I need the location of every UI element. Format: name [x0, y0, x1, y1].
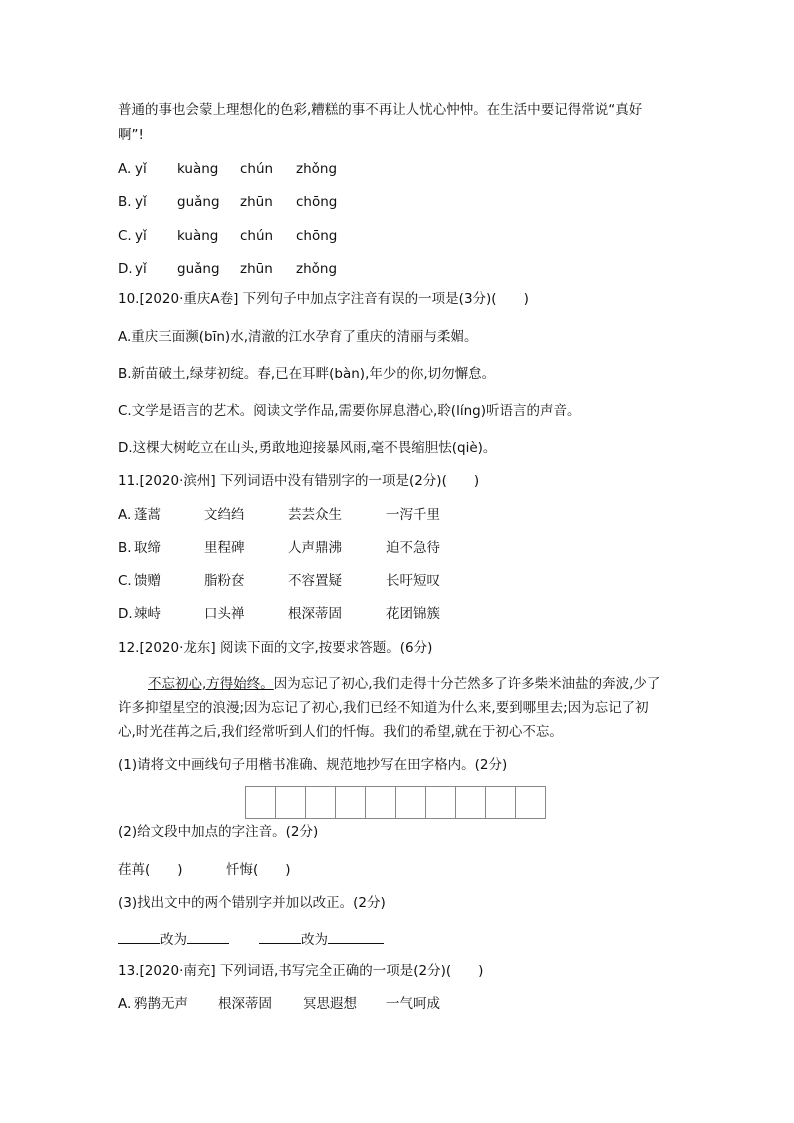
pinyin: zhǒng	[296, 161, 338, 177]
option-label: C.	[118, 228, 132, 244]
word: 不容置疑	[288, 573, 342, 589]
pinyin: yǐ	[135, 261, 147, 277]
q10-option-a: A.重庆三面濒(bīn)水,清澈的江水孕育了重庆的清丽与柔媚。	[118, 329, 478, 345]
grid-cell[interactable]	[246, 787, 276, 818]
q12-stem: 12.[2020·龙东] 阅读下面的文字,按要求答题。(6分)	[118, 640, 433, 656]
pinyin: chōng	[296, 194, 338, 210]
option-label: D.	[118, 606, 133, 622]
grid-cell[interactable]	[366, 787, 396, 818]
option-label: A.	[118, 996, 132, 1012]
q12-sub1: (1)请将文中画线句子用楷书准确、规范地抄写在田字格内。(2分)	[118, 757, 508, 773]
word: 一气呵成	[386, 996, 440, 1012]
pinyin: guǎng	[177, 194, 220, 210]
word: 长吁短叹	[386, 573, 440, 589]
q12-sub2-item-2: 忏悔( )	[226, 862, 291, 878]
word: 冥思遐想	[303, 996, 357, 1012]
pinyin: kuàng	[177, 228, 219, 244]
q12-passage-line-1	[148, 675, 660, 693]
word: 馈赠	[134, 573, 161, 589]
q12-sub3-pair-2	[259, 929, 384, 949]
q12-sub3-pair-1	[118, 929, 229, 949]
word: 芸芸众生	[288, 507, 342, 523]
q12-sub2-item-1: 荏苒( )	[118, 862, 183, 878]
pinyin: chún	[240, 228, 274, 244]
q12-sub3: (3)找出文中的两个错别字并加以改正。(2分)	[118, 895, 386, 911]
word: 一泻千里	[386, 507, 440, 523]
passage-text: 因为忘记了初心,我们走得十分芒然多了许多柴米油盐的奔波,少了	[273, 676, 661, 692]
q12-passage-line-2: 许多抑望星空的浪漫;因为忘记了初心,我们已经不知道为什么来,要到哪里去;因为忘记了初	[118, 700, 649, 716]
grid-cell[interactable]	[456, 787, 486, 818]
option-label: B.	[118, 194, 132, 210]
q12-sub2: (2)给文段中加点的字注音。(2分)	[118, 824, 319, 840]
answer-blank[interactable]	[118, 929, 160, 944]
word: 根深蒂固	[218, 996, 272, 1012]
pinyin: chún	[240, 161, 274, 177]
word: 取缔	[134, 540, 161, 556]
grid-cell[interactable]	[516, 787, 545, 818]
word: 蓬蒿	[134, 507, 161, 523]
pinyin: yǐ	[135, 194, 147, 210]
word: 根深蒂固	[288, 606, 342, 622]
grid-cell[interactable]	[426, 787, 456, 818]
q10-option-c: C.文学是语言的艺术。阅读文学作品,需要你屏息潜心,聆(líng)听语言的声音。	[118, 403, 581, 419]
q10-option-d: D.这棵大树屹立在山头,勇敢地迎接暴风雨,毫不畏缩胆怯(qiè)。	[118, 440, 497, 456]
option-label: C.	[118, 573, 132, 589]
word: 人声鼎沸	[288, 540, 342, 556]
option-label: A.	[118, 161, 132, 177]
word: 鸦鹊无声	[134, 996, 188, 1012]
pinyin: guǎng	[177, 261, 220, 277]
option-label: B.	[118, 540, 132, 556]
q10-stem: 10.[2020·重庆A卷] 下列句子中加点字注音有误的一项是(3分)( )	[118, 291, 529, 307]
q11-stem: 11.[2020·滨州] 下列词语中没有错别字的一项是(2分)( )	[118, 473, 480, 489]
answer-blank[interactable]	[328, 929, 384, 944]
grid-cell[interactable]	[276, 787, 306, 818]
word: 口头禅	[204, 606, 245, 622]
word: 文绉绉	[204, 507, 245, 523]
word: 脂粉奁	[204, 573, 245, 589]
underlined-sentence: 不忘初心,方得始终。	[148, 676, 274, 692]
intro-line-1: 普通的事也会蒙上理想化的色彩,糟糕的事不再让人忧心忡忡。在生活中要记得常说“真好	[118, 102, 643, 118]
change-label: 改为	[301, 932, 328, 948]
q10-option-b: B.新苗破土,绿芽初绽。春,已在耳畔(bàn),年少的你,切勿懈怠。	[118, 366, 496, 382]
q13-stem: 13.[2020·南充] 下列词语,书写完全正确的一项是(2分)( )	[118, 963, 484, 979]
answer-blank[interactable]	[259, 929, 301, 944]
pinyin: kuàng	[177, 161, 219, 177]
answer-blank[interactable]	[187, 929, 229, 944]
pinyin: zhǒng	[296, 261, 338, 277]
option-label: A.	[118, 507, 132, 523]
option-label: D.	[118, 261, 133, 277]
pinyin: yǐ	[135, 228, 147, 244]
grid-cell[interactable]	[306, 787, 336, 818]
grid-cell[interactable]	[396, 787, 426, 818]
change-label: 改为	[160, 932, 187, 948]
pinyin: yǐ	[135, 161, 147, 177]
word: 花团锦簇	[386, 606, 440, 622]
pinyin: chōng	[296, 228, 338, 244]
word: 竦峙	[134, 606, 161, 622]
tianzige-grid[interactable]	[245, 786, 546, 819]
grid-cell[interactable]	[486, 787, 516, 818]
grid-cell[interactable]	[336, 787, 366, 818]
pinyin: zhūn	[240, 261, 273, 277]
pinyin: zhūn	[240, 194, 273, 210]
word: 里程碑	[204, 540, 245, 556]
word: 迫不急待	[386, 540, 440, 556]
q12-passage-line-3: 心,时光荏苒之后,我们经常听到人们的忏悔。我们的希望,就在于初心不忘。	[118, 724, 563, 740]
intro-line-2: 啊”!	[118, 127, 144, 143]
